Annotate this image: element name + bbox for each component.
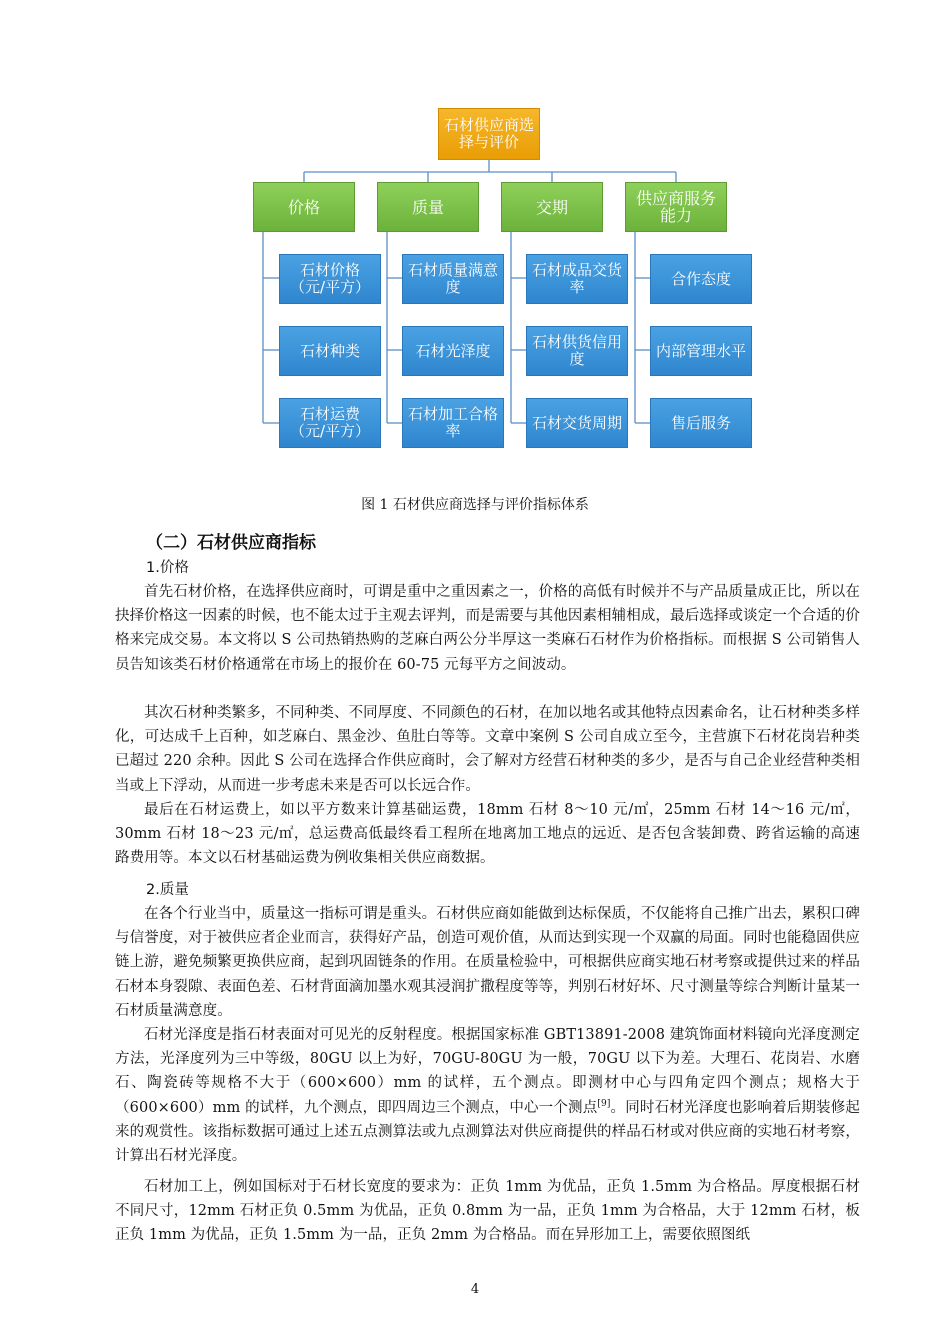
paragraph: 首先石材价格，在选择供应商时，可谓是重中之重因素之一，价格的高低有时候并不与产品质量成正比，所以在抉择价格这一因素的时候，也不能太过于主观去评判，而是需要与其他因素相辅相成，最后选择或谈定一个合适的价格来完成交易。本文将以 S 公司热销热购的芝麻白两公分半厚这一类麻石石材作为价格指标。而根据 S 公司销售人员告知该类石材价格通常在市场上的报价在 60-75 元每平方之间波动。 [115, 584, 860, 673]
category-node-price: 价格 [253, 182, 355, 232]
section-title: （二）石材供应商指标 [146, 533, 316, 553]
leaf-node: 石材运费（元/平方） [279, 398, 381, 448]
leaf-node: 石材价格（元/平方） [279, 254, 381, 304]
paragraph: 最后在石材运费上，如以平方数来计算基础运费，18mm 石材 8～10 元/㎡，25mm 石材 14～16 元/㎡，30mm 石材 18～23 元/㎡，总运费高低最终看工程所在地离加工地点的远近、是否包含装卸费、跨省运输的高速路费用等。本文以石材基础运费为例收集相关供应商数据。 [115, 802, 860, 867]
paragraph-text: 。同时石材光泽度也影响着后期装修起来的观赏性。该指标数据可通过上述五点测算法或九点测算法对供应商提供的样品石材或对供应商的实地石材考察，计算出石材光泽度。 [115, 1099, 860, 1165]
leaf-node: 石材交货周期 [526, 398, 628, 448]
page-number: 4 [470, 1282, 480, 1297]
leaf-node: 石材供货信用度 [526, 326, 628, 376]
category-node-quality: 质量 [377, 182, 479, 232]
root-node: 石材供应商选择与评价 [438, 108, 540, 160]
leaf-node: 石材光泽度 [402, 326, 504, 376]
paragraph-text: 石材光泽度是指石材表面对可见光的反射程度。根据国家标准 GBT13891-2008 建筑饰面材料镜向光泽度测定方法，光泽度列为三中等级，80GU 以上为好，70GU-80GU 为一般，70GU 以下为差。大理石、花岗岩、水磨石、陶瓷砖等规格不大于（600×600）mm 的试样，五个测点。即测材中心与四角定四个测点；规格大于（600×600）mm 的试样，九个测点，即四周边三个测点，中心一个测点 [115, 1027, 860, 1116]
category-node-delivery: 交期 [501, 182, 603, 232]
citation-reference: [9] [597, 1098, 611, 1109]
leaf-node: 售后服务 [650, 398, 752, 448]
leaf-node: 合作态度 [650, 254, 752, 304]
leaf-node: 石材种类 [279, 326, 381, 376]
figure-caption: 图 1 石材供应商选择与评价指标体系 [361, 497, 589, 513]
paragraph [115, 1023, 860, 1168]
leaf-node: 石材加工合格率 [402, 398, 504, 448]
paragraph: 石材加工上，例如国标对于石材长宽度的要求为：正负 1mm 为优品，正负 1.5mm 为合格品。厚度根据石材不同尺寸，12mm 石材正负 0.5mm 为优品，正负 0.8mm 为一品，正负 1mm 为合格品，大于 12mm 石材，板正负 1mm 为优品，正负 1.5mm 为一品，正负 2mm 为合格品。而在异形加工上，需要依照图纸 [115, 1179, 860, 1244]
paragraph: 在各个行业当中，质量这一指标可谓是重头。石材供应商如能做到达标保质，不仅能将自己推广出去，累积口碑与信誉度，对于被供应者企业而言，获得好产品，创造可观价值，从而达到实现一个双赢的局面。同时也能稳固供应链上游，避免频繁更换供应商，起到巩固链条的作用。在质量检验中，可根据供应商实地石材考察或提供过来的样品石材本身裂隙、表面色差、石材背面滴加墨水观其浸润扩撒程度等等，判别石材好坏、尺寸测量等综合判断计量某一石材质量满意度。 [115, 906, 860, 1019]
subheading-price: 1.价格 [146, 560, 189, 576]
leaf-node: 石材质量满意度 [402, 254, 504, 304]
category-node-service: 供应商服务能力 [625, 182, 727, 232]
leaf-node: 石材成品交货率 [526, 254, 628, 304]
leaf-node: 内部管理水平 [650, 326, 752, 376]
subheading-quality: 2.质量 [146, 882, 189, 898]
indicator-hierarchy-diagram [0, 0, 950, 470]
paragraph: 其次石材种类繁多，不同种类、不同厚度、不同颜色的石材，在加以地名或其他特点因素命名，让石材种类多样化，可达成千上百种，如芝麻白、黑金沙、鱼肚白等等。文章中案例 S 公司自成立至今，主营旗下石材花岗岩种类已超过 220 余种。因此 S 公司在选择合作供应商时，会了解对方经营石材种类的多少，是否与自己企业经营种类相当或上下浮动，从而进一步考虑未来是否可以长远合作。 [115, 705, 860, 794]
